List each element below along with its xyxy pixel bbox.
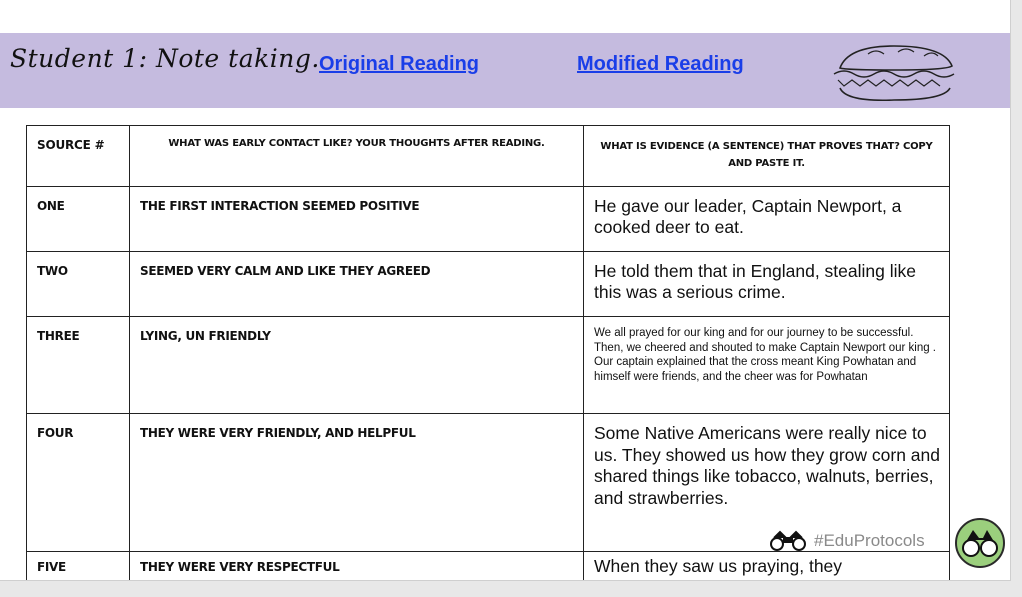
source-cell[interactable]: FOUR: [27, 414, 130, 552]
table-header-row: [27, 126, 950, 187]
notes-table: [26, 125, 950, 581]
header-thoughts: WHAT WAS EARLY CONTACT LIKE? YOUR THOUGHTS AFTER READING.: [130, 126, 584, 187]
source-cell[interactable]: ONE: [27, 187, 130, 252]
table-row: [27, 252, 950, 317]
source-cell[interactable]: THREE: [27, 317, 130, 414]
source-cell[interactable]: TWO: [27, 252, 130, 317]
eduprotocols-badge-icon: [955, 518, 1005, 568]
thoughts-cell[interactable]: THE FIRST INTERACTION SEEMED POSITIVE: [130, 187, 584, 252]
thoughts-cell[interactable]: LYING, UN FRIENDLY: [130, 317, 584, 414]
evidence-cell[interactable]: We all prayed for our king and for our journey to be successful. Then, we cheered and shouted to make Captain Newport our king . Our captain explained that the cross meant King Powhatan and himself were friends, and the cheer was for Powhatan: [584, 317, 950, 414]
header-evidence: WHAT IS EVIDENCE (A SENTENCE) THAT PROVES THAT? COPY AND PASTE IT.: [584, 126, 950, 187]
original-reading-link[interactable]: Original Reading: [319, 53, 480, 75]
sandwich-icon: [828, 40, 960, 104]
watermark-text: #EduProtocols: [814, 531, 925, 550]
thoughts-cell[interactable]: THEY WERE VERY RESPECTFUL: [130, 552, 584, 582]
evidence-cell[interactable]: Some Native Americans were really nice to us. They showed us how they grow corn and shared things like tobacco, walnuts, berries, and strawberries.: [584, 414, 950, 552]
table-row: [27, 552, 950, 582]
table-row: [27, 317, 950, 414]
evidence-cell[interactable]: When they saw us praying, they: [584, 552, 950, 582]
page-title: Student 1: Note taking.: [10, 44, 320, 73]
evidence-cell[interactable]: He told them that in England, stealing like this was a serious crime.: [584, 252, 950, 317]
thoughts-cell[interactable]: THEY WERE VERY FRIENDLY, AND HELPFUL: [130, 414, 584, 552]
binoculars-icon: [768, 530, 808, 552]
thoughts-cell[interactable]: SEEMED VERY CALM AND LIKE THEY AGREED: [130, 252, 584, 317]
evidence-cell[interactable]: He gave our leader, Captain Newport, a cooked deer to eat.: [584, 187, 950, 252]
table-row: [27, 187, 950, 252]
modified-reading-link[interactable]: Modified Reading: [577, 53, 744, 75]
source-cell[interactable]: FIVE: [27, 552, 130, 582]
header-source: SOURCE #: [27, 126, 130, 187]
eduprotocols-watermark: [768, 529, 925, 553]
